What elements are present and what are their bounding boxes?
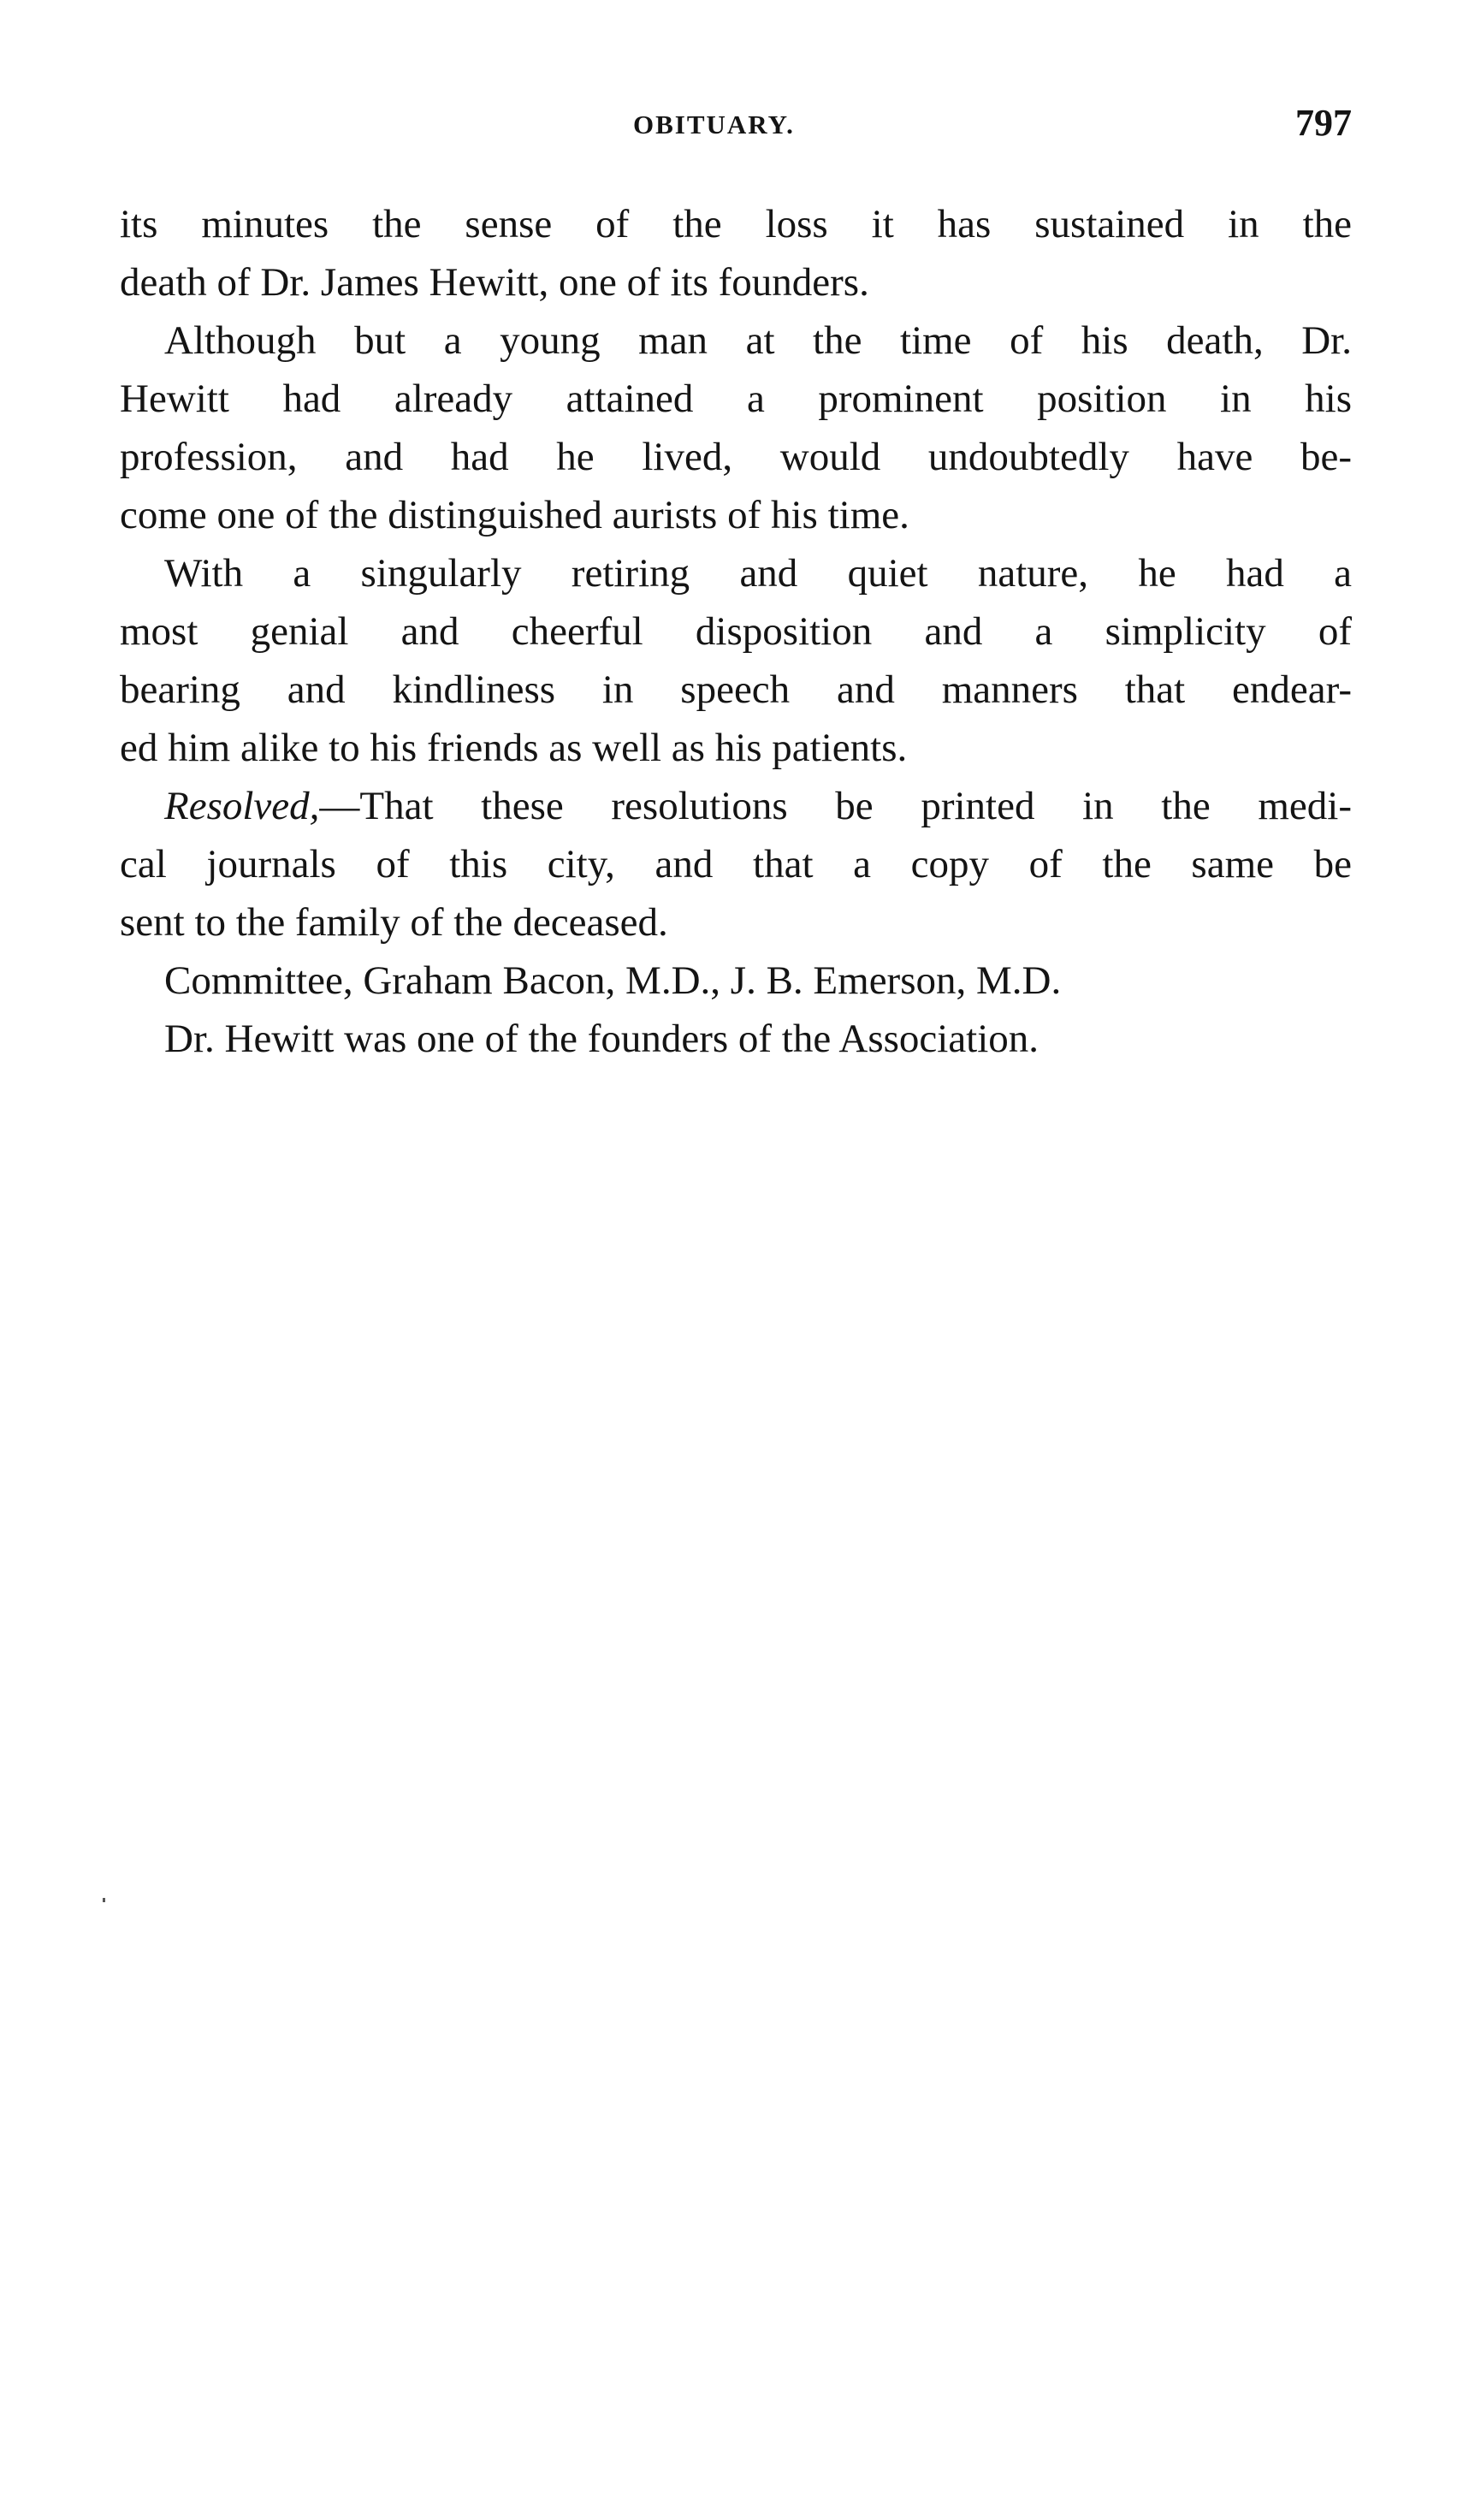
page-number: 797 (1295, 102, 1352, 144)
paragraph-character (120, 544, 1352, 777)
obituary-text (120, 195, 1352, 1068)
text-line: ed him alike to his friends as well as his patients. (120, 726, 908, 770)
text-line: bearing and kindliness in speech and manners that endear- (120, 667, 1352, 712)
resolution-text: —That these resolutions be printed in the medi- (319, 784, 1352, 828)
paragraph-closing (120, 1010, 1352, 1068)
text-line: sent to the family of the deceased. (120, 900, 668, 945)
text-line: Although but a young man at the time of his death, Dr. (164, 318, 1352, 363)
paragraph-committee (120, 952, 1352, 1010)
text-line: death of Dr. James Hewitt, one of its founders. (120, 260, 869, 305)
running-title: OBITUARY. (633, 110, 795, 139)
text-line: Committee, Graham Bacon, M.D., J. B. Emerson, M.D. (164, 958, 1062, 1003)
text-line: its minutes the sense of the loss it has sustained in the (120, 202, 1352, 246)
resolved-lead: Resolved, (164, 784, 320, 828)
text-line: profession, and had he lived, would undoubtedly have be- (120, 435, 1352, 479)
print-speck (103, 1898, 105, 1902)
text-line: come one of the distinguished aurists of his time. (120, 493, 909, 537)
paragraph-resolution (120, 777, 1352, 952)
text-line: cal journals of this city, and that a copy of the same be (120, 842, 1352, 886)
text-line: most genial and cheerful disposition and a simplicity of (120, 609, 1352, 654)
text-line (120, 777, 1352, 835)
text-line: Dr. Hewitt was one of the founders of the Association. (164, 1017, 1040, 1061)
running-head (120, 101, 1352, 152)
text-line: With a singularly retiring and quiet nature, he had a (164, 551, 1352, 596)
paragraph-tribute (120, 311, 1352, 544)
text-line: Hewitt had already attained a prominent position in his (120, 377, 1352, 421)
paragraph-continuation (120, 195, 1352, 311)
